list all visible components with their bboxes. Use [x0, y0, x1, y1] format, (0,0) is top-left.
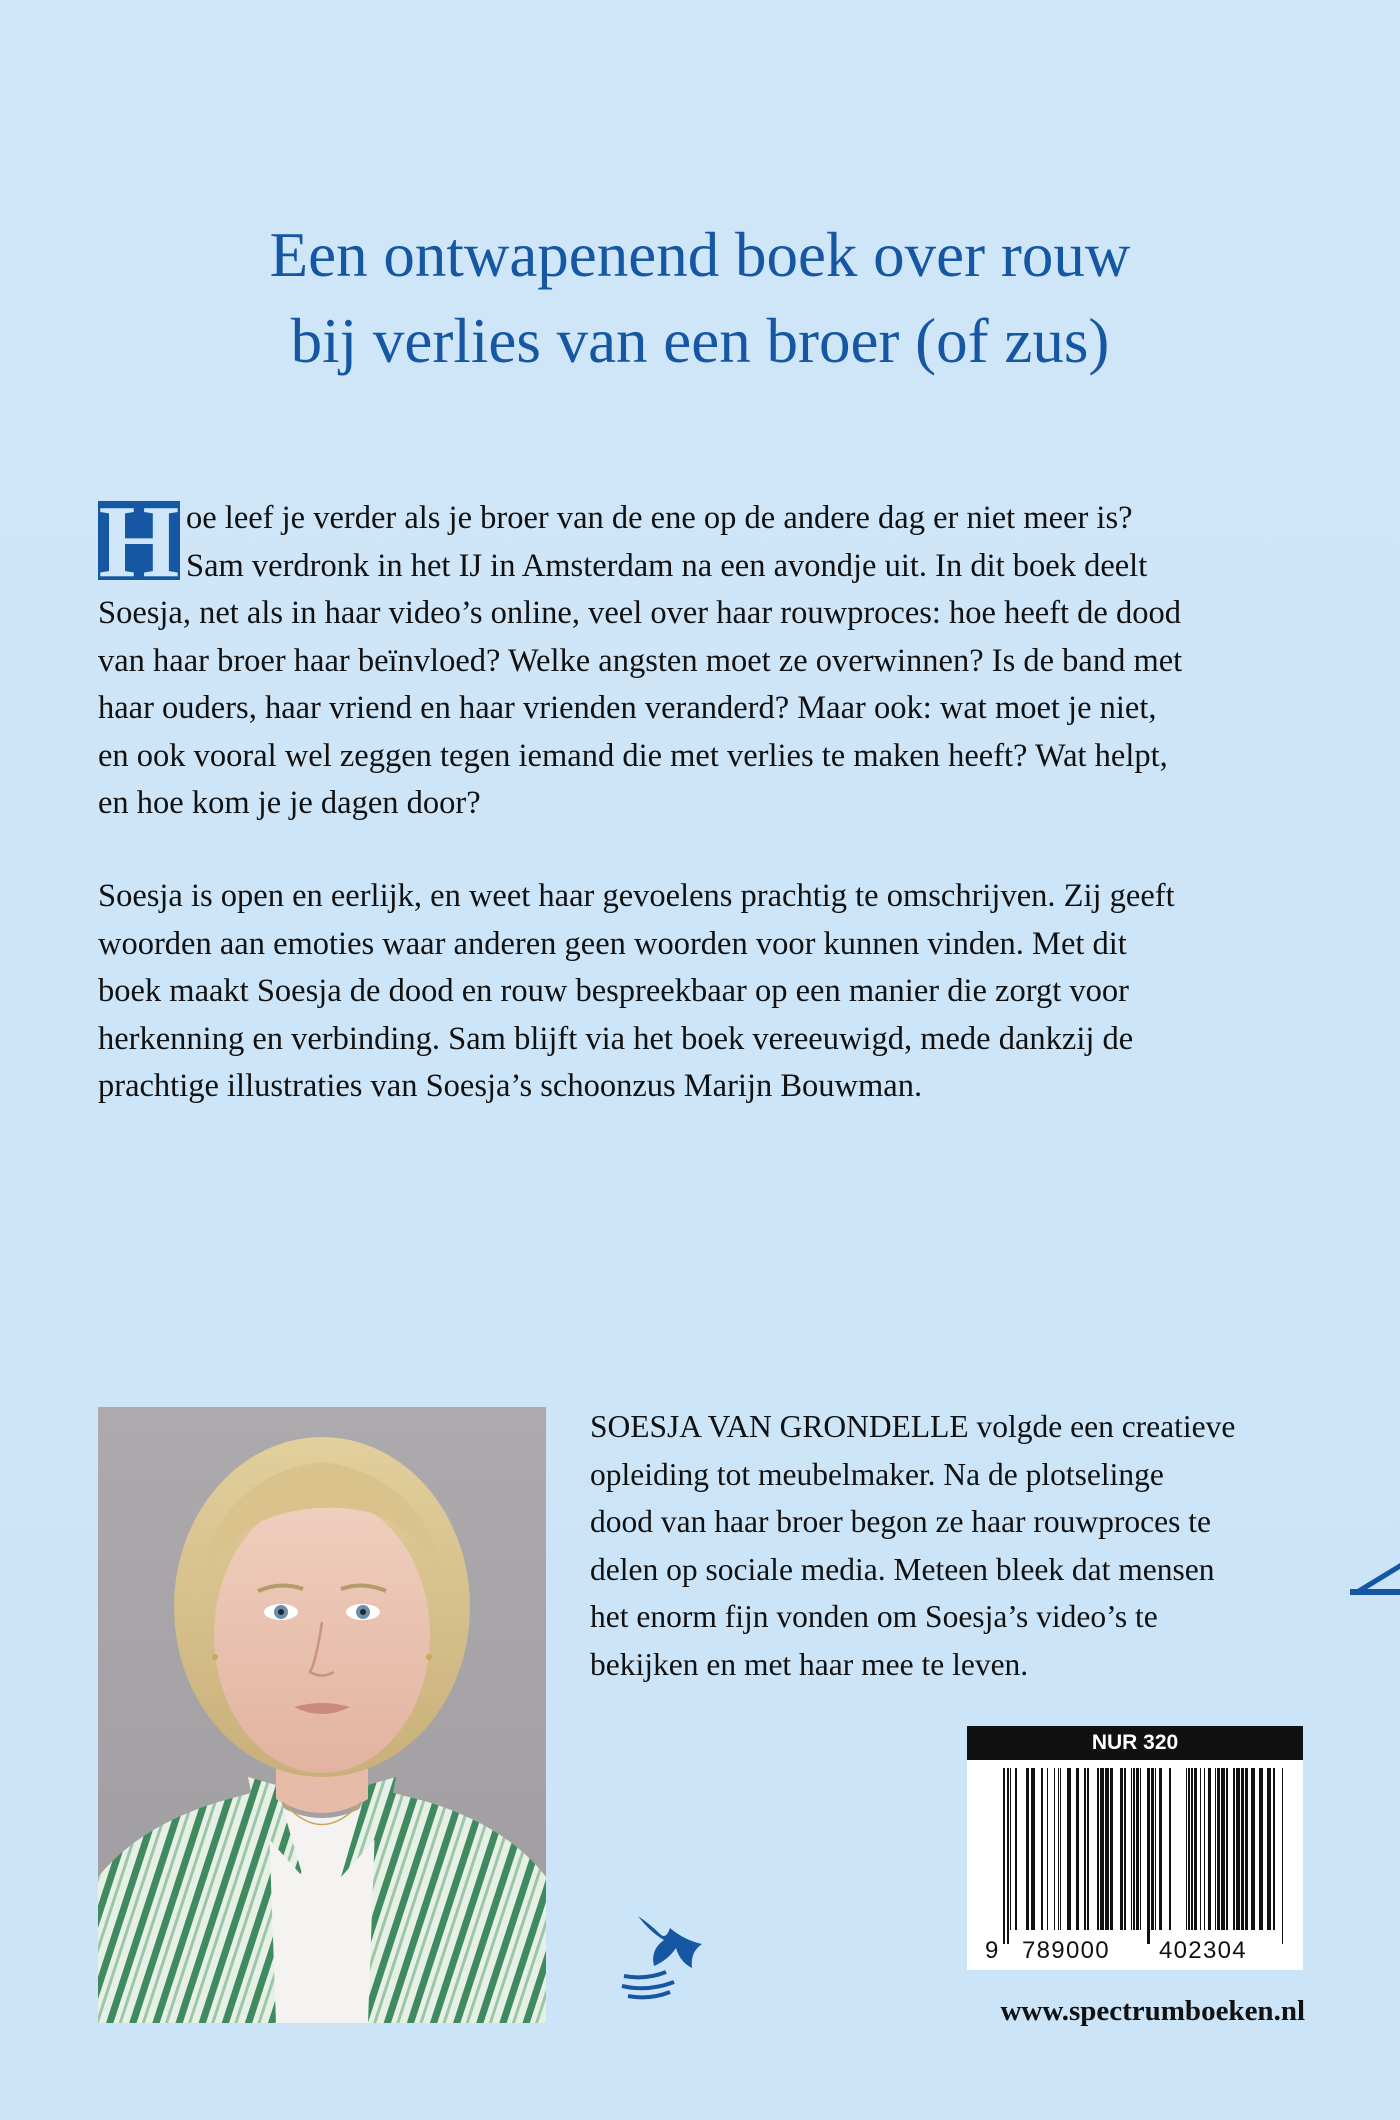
barcode-bar	[1067, 1768, 1071, 1930]
barcode-bar	[1226, 1768, 1228, 1930]
barcode-bar	[1100, 1768, 1104, 1930]
leaf-logo-icon	[620, 1910, 712, 2000]
barcode-bar	[1007, 1768, 1009, 1944]
barcode-bar	[1208, 1768, 1211, 1930]
barcode-bar	[1131, 1768, 1132, 1930]
barcode-bar	[1282, 1768, 1283, 1944]
blurb-line: Soesja, net als in haar video’s online, veel over haar rouwproces: hoe heeft de dood	[98, 595, 1181, 631]
spine-tab-icon	[1350, 1555, 1400, 1595]
author-bio-line: SOESJA VAN GRONDELLE volgde een creatieve	[590, 1409, 1236, 1444]
blurb-line: haar ouders, haar vriend en haar vrienden veranderd? Maar ook: wat moet je niet,	[98, 690, 1157, 726]
barcode-bar	[1136, 1768, 1139, 1930]
blurb-paragraph-1	[98, 484, 1183, 828]
isbn-digit-first: 9	[985, 1937, 999, 1964]
headline-line-1: Een ontwapenend boek over rouw	[269, 220, 1131, 290]
barcode-bar	[1097, 1768, 1099, 1930]
author-bio-line: delen op sociale media. Meteen bleek dat mensen	[590, 1551, 1215, 1587]
barcode-bar	[1259, 1768, 1263, 1930]
barcode-bar	[1133, 1768, 1135, 1930]
barcode-bar	[1087, 1768, 1089, 1930]
barcode-bar	[1015, 1768, 1017, 1930]
barcode-bar	[1186, 1768, 1187, 1930]
author-bio-line: opleiding tot meubelmaker. Na de plotselinge	[590, 1456, 1164, 1492]
barcode-bar	[1151, 1768, 1154, 1930]
barcode-bar	[1233, 1768, 1235, 1930]
barcode-bar	[1155, 1768, 1156, 1930]
barcode-bar	[1221, 1768, 1225, 1930]
author-bio-line: het enorm fijn vonden om Soesja’s video’s te	[590, 1599, 1158, 1634]
barcode-bar	[1241, 1768, 1244, 1930]
barcode-bar	[1047, 1768, 1048, 1930]
barcode-bar	[1124, 1768, 1126, 1930]
isbn-digit-group-1: 789000	[1022, 1937, 1110, 1964]
barcode-bar	[1041, 1768, 1043, 1930]
blurb-line: oe leef je verder als je broer van de ene op de andere dag er niet meer is?	[186, 500, 1133, 536]
publisher-website: www.spectrumboeken.nl	[1000, 1995, 1305, 2027]
blurb-line: en ook vooral wel zeggen tegen iemand die met verlies te maken heeft? Wat helpt,	[98, 737, 1168, 774]
blurb-line: en hoe kom je je dagen door?	[98, 785, 481, 821]
blurb-line: boek maakt Soesja de dood en rouw bespreekbaar op een manier die zorgt voor	[98, 973, 1129, 1009]
barcode-bar	[1169, 1768, 1171, 1930]
barcode-bar	[1110, 1768, 1113, 1930]
barcode-bar	[1026, 1768, 1029, 1930]
barcode-bar	[1188, 1768, 1190, 1930]
barcode-bar	[1236, 1768, 1240, 1930]
headline-line-2: bij verlies van een broer (of zus)	[290, 306, 1110, 376]
blurb-line: prachtige illustraties van Soesja’s schoonzus Marijn Bouwman.	[98, 1068, 923, 1104]
barcode-bar	[1140, 1768, 1141, 1930]
drop-cap: H	[98, 484, 180, 599]
author-bio	[590, 1403, 1310, 1688]
barcode-bar	[1273, 1768, 1275, 1930]
barcode-bar	[1058, 1768, 1059, 1930]
author-bio-line: bekijken en met haar mee te leven.	[590, 1646, 1029, 1682]
barcode-bar	[1003, 1768, 1005, 1944]
blurb-line: Soesja is open en eerlijk, en weet haar gevoelens prachtig te omschrijven. Zij geeft	[98, 878, 1175, 914]
barcode-bar	[1191, 1768, 1193, 1930]
barcode-bar	[1076, 1768, 1079, 1930]
barcode-bar	[1200, 1768, 1201, 1930]
author-photo	[98, 1407, 546, 2023]
barcode-bar	[1217, 1768, 1220, 1930]
isbn-barcode	[967, 1726, 1303, 1970]
blurb-line: Sam verdronk in het IJ in Amsterdam na een avondje uit. In dit boek deelt	[186, 547, 1148, 584]
blurb-line: herkenning en verbinding. Sam blijft via het boek vereeuwigd, mede dankzij de	[98, 1020, 1134, 1057]
isbn-digits	[967, 1935, 1303, 1969]
barcode-bar	[1120, 1768, 1123, 1930]
isbn-digit-group-2: 402304	[1159, 1937, 1247, 1964]
author-bio-line: dood van haar broer begon ze haar rouwproces te	[590, 1504, 1211, 1539]
barcode-bar	[1267, 1768, 1271, 1930]
nur-code: NUR 320	[967, 1726, 1303, 1760]
blurb-line: woorden aan emoties waar anderen geen woorden voor kunnen vinden. Met dit	[98, 925, 1127, 962]
barcode-bar	[1084, 1768, 1086, 1930]
barcode-bar	[1194, 1768, 1197, 1930]
barcode-bar	[1010, 1768, 1011, 1930]
barcode-bar	[1245, 1768, 1248, 1930]
barcode-bar	[1251, 1768, 1255, 1930]
headline	[100, 212, 1300, 384]
barcode-bar	[1159, 1768, 1162, 1930]
barcode-bar	[1215, 1768, 1216, 1930]
barcode-bar	[1204, 1768, 1205, 1930]
barcode-bar	[1054, 1768, 1055, 1930]
barcode-bar	[1105, 1768, 1109, 1930]
barcode-bar	[1147, 1768, 1150, 1944]
blurb-line: van haar broer haar beïnvloed? Welke angsten moet ze overwinnen? Is de band met	[98, 642, 1183, 679]
blurb-paragraph-2	[98, 873, 1175, 1111]
barcode-bar	[1031, 1768, 1035, 1930]
barcode-bar	[1060, 1768, 1061, 1930]
